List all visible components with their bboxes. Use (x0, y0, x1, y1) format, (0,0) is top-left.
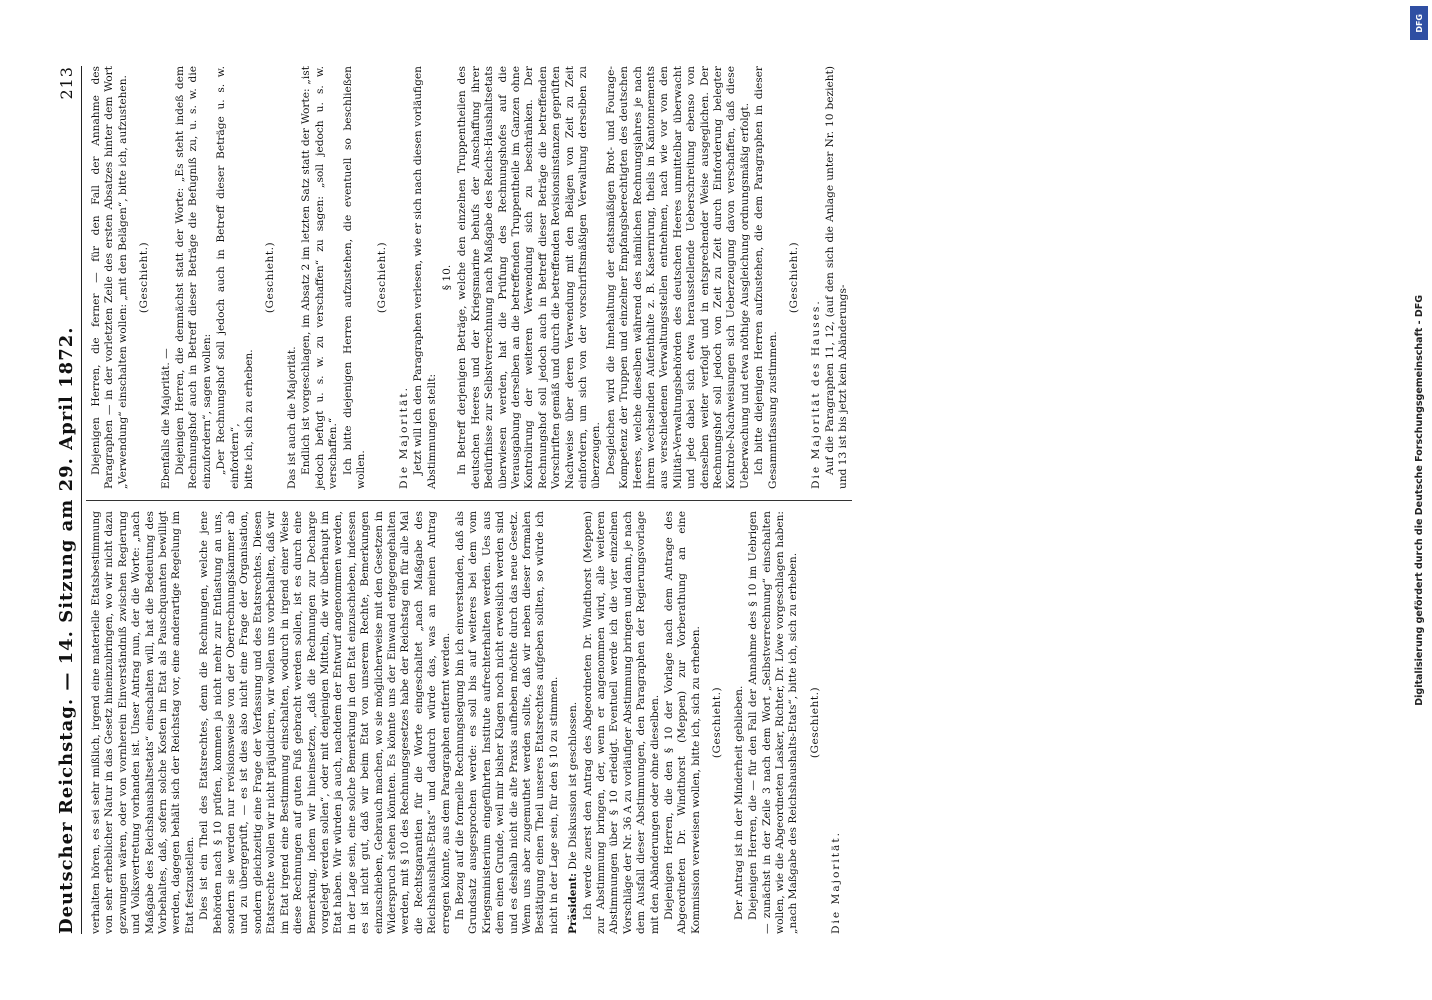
stage-direction: (Geschieht.) (138, 241, 151, 314)
result-line: Die Majorität. (830, 831, 843, 934)
scanned-page (24, 32, 1396, 968)
stage-direction: (Geschieht.) (376, 241, 389, 314)
paragraph: „Der Rechnungshof soll jedoch auch in Betreff dieser Beträge u. s. w. einfordern“, (215, 66, 241, 489)
stage-direction: (Geschieht.) (788, 241, 801, 314)
header-title: Deutscher Reichstag. — 14. Sitzung am 29. April 1872. (56, 326, 77, 934)
stage-direction: (Geschieht.) (711, 686, 724, 759)
credit-label: Digitalisierung gefördert durch die Deutsche Forschungsgemeinschaft - DFG (1413, 294, 1425, 706)
paragraph: Der Antrag ist in der Minderheit geblieben. (732, 685, 745, 920)
paragraph: Dies ist ein Theil des Etatsrechtes, denn die Rechnungen, welche jene Behörden nach § 10 prüfen, kommen ja nicht mehr zur Entlastung an uns, sondern sie werden nur revisionsweise von der Oberrechnungskammer ab und zu übergeprüft, — es ist dies also nicht eine Frage der Organisation, sondern gleichzeitig eine Frage der Verfassung und des Etatsrechtes. Diesen Etatsrechte wollen wir nicht präjudiciren, wir wollen uns vorbehalten, daß wir im Etat irgend eine Bestimmung einschalten, wodurch in irgend einer Weise diese Rechnungen auf guten Fuß gebracht werden sollen, ist es durch eine Bemerkung, indem wir hineinsetzen, „daß die Rechnungen zur Decharge vorgelegt werden sollen“, oder mit denjenigen Mitteln, die wir überhaupt im Etat haben. Wir würden ja auch, nachdem der Entwurf angenommen werden, in der Lage sein, eine solche Bemerkung in den Etat einzuschieben, indessen es ist nicht gut, daß wir beim Etat von unserem Rechte, Bemerkungen einzuschieben, Gebrauch machen, wo sie möglicherweise mit den Gesetzen in Widerspruch stehen könnten. Es könnte uns der Einwand entgegengehalten werden, mit § 10 des Rechnungsgesetzes habe der Reichstag ein für alle Mal die Rechtsgarantien für die Worte eingeschaltet „nach Maßgabe des Reichshaushalts-Etats“ und dadurch würde das, was an meinen Antrag erregen könnte, aus dem Paragraphen entfernt werden. (198, 511, 452, 934)
paragraph: Ich werde zuerst den Antrag des Abgeordneten Dr. Windthorst (Meppen) zur Abstimmung bringen, der, wenn er angenommen wird, alle weiteren Abstimmungen über § 10 erledigt. Eventuell werde ich die vier einzelnen Vorschläge der Nr. 36 A zu vorläufiger Abstimmung bringen und dann, je nach dem Ausfall dieser Abstimmungen, den Paragraphen der Regierungsvorlage mit den Abänderungen oder ohne dieselben. (581, 511, 661, 934)
paragraph: Endlich ist vorgeschlagen, im Absatz 2 im letzten Satz statt der Worte: „ist jedoch befugt u. s. w. zu verschaffen“ zu sagen: „soll jedoch u. s. w. verschaffen.“ (300, 66, 340, 489)
president-text: Die Diskussion ist geschlossen. (567, 701, 580, 870)
result-line: Das ist auch die Majorität. (285, 346, 298, 489)
paragraph: Ich bitte diejenigen Herren aufzustehen, die eventuell so beschließen wollen. (341, 66, 367, 489)
paragraph: Diejenigen Herren, die demnächst statt der Worte: „Es steht indeß dem Rechnungshof auch in Betreff dieser Beträge die Befugniß zu, u. s. w. die einzufordern“, sagen wollen: (174, 66, 213, 489)
page-header (56, 66, 82, 934)
paragraph: Diejenigen Herren, die den § 10 der Vorlage nach dem Antrage des Abgeordneten Dr. Windthorst (Meppen) zur Vorberathung an eine Kommission verweisen wollen, bitte ich, sich zu erheben. (663, 511, 702, 934)
stage-direction: (Geschieht.) (264, 241, 277, 314)
paragraph: Desgleichen wird die Innehaltung der etatsmäßigen Brot- und Fourage-Kompetenz der Truppen und einzelner Empfangsberechtigten des deutschen Heeres, welche dieselben während des nämlichen Rechnungsjahres je nach ihrem wechselnden Aufenthalte z. B. Kasernirung, theils in Kantonnements aus verschiedenen Verwaltungsstellen entnehmen, nach wie vor von den Militär-Verwaltungsbehörden des deutschen Heeres unmittelbar überwacht und jede dabei sich etwa herausstellende Ueberschreitung ebenso von denselben weiter verfolgt und in entsprechender Weise ausgeglichen. Der Rechnungshof soll jedoch von Zeit zu Zeit durch Einforderung belegter Kontrole-Nachweisungen sich Ueberzeugung davon verschaffen, daß diese Ueberwachung und etwa nöthige Ausgleichung ordnungsmäßig erfolgt. (604, 66, 751, 489)
dfg-logo: DFG (1410, 6, 1428, 40)
paragraph: verhalten hören, es sei sehr mißlich, irgend eine materielle Etatsbestimmung von sehr erheblicher Natur in das Gesetz hineinzubringen, wo wir nicht dazu gezwungen wären, oder von vornherein Einverständniß zwischen Regierung und Volksvertretung vorhanden ist. Unser Antrag nun, der die Worte: „nach Maßgabe des Reichshaushaltsetats“ einschalten will, hat die Bedeutung des Vorbehaltes, daß, sofern solche Kosten im Etat als Pauschquanten bewilligt werden, dagegen behält sich der Reichstag vor, eine anderartige Regelung im Etat festzustellen. (90, 511, 196, 934)
right-column (90, 66, 852, 489)
paragraph: Auf die Paragraphen 11, 12, (auf den sich die Anlage unter Nr. 10 bezieht) und 13 ist bis jetzt kein Abänderungs- (823, 66, 850, 489)
section-heading: § 10. (440, 264, 453, 291)
paragraph: In Bezug auf die formelle Rechnungslegung bin ich einverstanden, daß als Grundsatz ausgesprochen werde: es soll bis auf weiteres bei dem vom Kriegsministerium eingeführten Institute aufrechterhalten werden. Ues aus dem einen Grunde, weil mir bisher Klagen noch nicht erweislich werden sind und es deshalb nicht die alte Praxis aufheben möchte durch das neue Gesetz. Wenn uns aber zugemuthet werden sollte, daß wir neben dieser formalen Bestätigung einen Theil unseres Etatsrechtes aufgeben sollten, so würde ich nicht in der Lage sein, für den § 10 zu stimmen. (453, 511, 560, 934)
result-line: Ebenfalls die Majorität. — (159, 348, 172, 489)
result-line: Die Majorität des Hauses. (809, 299, 822, 489)
paragraph: Diejenigen Herren, die — für den Fall der Annahme des § 10 im Uebrigen — zunächst in der Zeile 3 nach dem Wort „Selbstverrechnung“ einschalten wollen, wie die Abgeordneten Lasker, Richter, Dr. Löwe vorgeschlagen haben: „nach Maßgabe des Reichshaushalts-Etats“, bitte ich, sich zu erheben. (747, 511, 800, 934)
paragraph: In Betreff derjenigen Beträge, welche den einzelnen Truppentheilen des deutschen Heeres und der Kriegsmarine behufs der Anschaffung ihrer Bedürfnisse zur Selbstverrechnung nach Maßgabe des Reichs-Haushaltsetats überwiesen werden, hat die Prüfung des Rechnungshofes auf die Verausgabung derselben an die betreffenden Truppentheile im Ganzen ohne Kontrolirung der weiteren Verwendung sich zu beschränken. Der Rechnungshof soll jedoch auch in Betreff dieser Beträge die betreffenden Vorschriften gemäß und durch die betreffenden Revisionsinstanzen geprüften Nachweise über deren Verwendung mit den Belägen von Zeit zu Zeit einfordern, um sich von der vorschriftsmäßigen Verwaltung derselben zu überzeugen. (456, 66, 603, 489)
page-number: 213 (57, 66, 76, 100)
president-line (567, 511, 580, 934)
paragraph: Ich bitte diejenigen Herren aufzustehen, die dem Paragraphen in dieser Gesammtfassung zustimmen. (753, 66, 779, 489)
stage-direction: (Geschieht.) (808, 686, 821, 759)
president-label: Präsident: (567, 872, 580, 934)
paragraph: bitte ich, sich zu erheben. (243, 349, 256, 489)
digitization-credit (1406, 0, 1432, 1000)
result-line: Die Majorität. (397, 386, 410, 489)
paragraph: Jetzt will ich den Paragraphen verlesen, wie er sich nach diesen vorläufigen Abstimmungen stellt: (412, 66, 438, 489)
left-column (90, 511, 852, 934)
paragraph: Diejenigen Herren, die ferner — für den Fall der Annahme des Paragraphen — in der vorletzten Zeile des ersten Absatzes hinter dem Wort „Verwendung“ einschalten wollen: „mit den Belägen“, bitte ich, aufzustehen. (90, 66, 129, 489)
